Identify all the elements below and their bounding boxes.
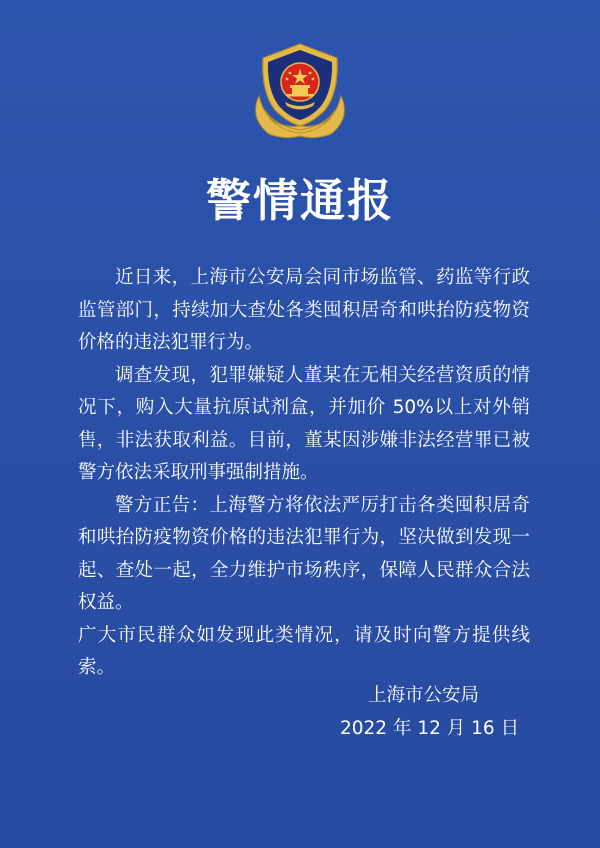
notice-paragraph: 警方正告：上海警方将依法严厉打击各类囤积居奇和哄抬防疫物资价格的违法犯罪行为，坚决做到发现一起、查处一起，全力维护市场秩序，保障人民群众合法权益。 xyxy=(78,494,530,613)
notice-title: 警情通报 xyxy=(205,174,394,227)
issue-date: 2022 年 12 月 16 日 xyxy=(340,718,520,739)
police-emblem-icon xyxy=(245,40,355,142)
issuer-signature: 上海市公安局 xyxy=(368,685,480,706)
notice-paragraph: 广大市民群众如发现此类情况，请及时向警方提供线索。 xyxy=(78,624,530,678)
notice-body xyxy=(78,262,530,685)
notice-paragraph: 调查发现，犯罪嫌疑人董某在无相关经营资质的情况下，购入大量抗原试剂盒，并加价 50%以上对外销售，非法获取利益。目前，董某因涉嫌非法经营罪已被警方依法采取刑事强制措施。 xyxy=(78,364,530,483)
notice-paragraph: 近日来，上海市公安局会同市场监管、药监等行政监管部门，持续加大查处各类囤积居奇和哄抬防疫物资价格的违法犯罪行为。 xyxy=(78,267,530,353)
